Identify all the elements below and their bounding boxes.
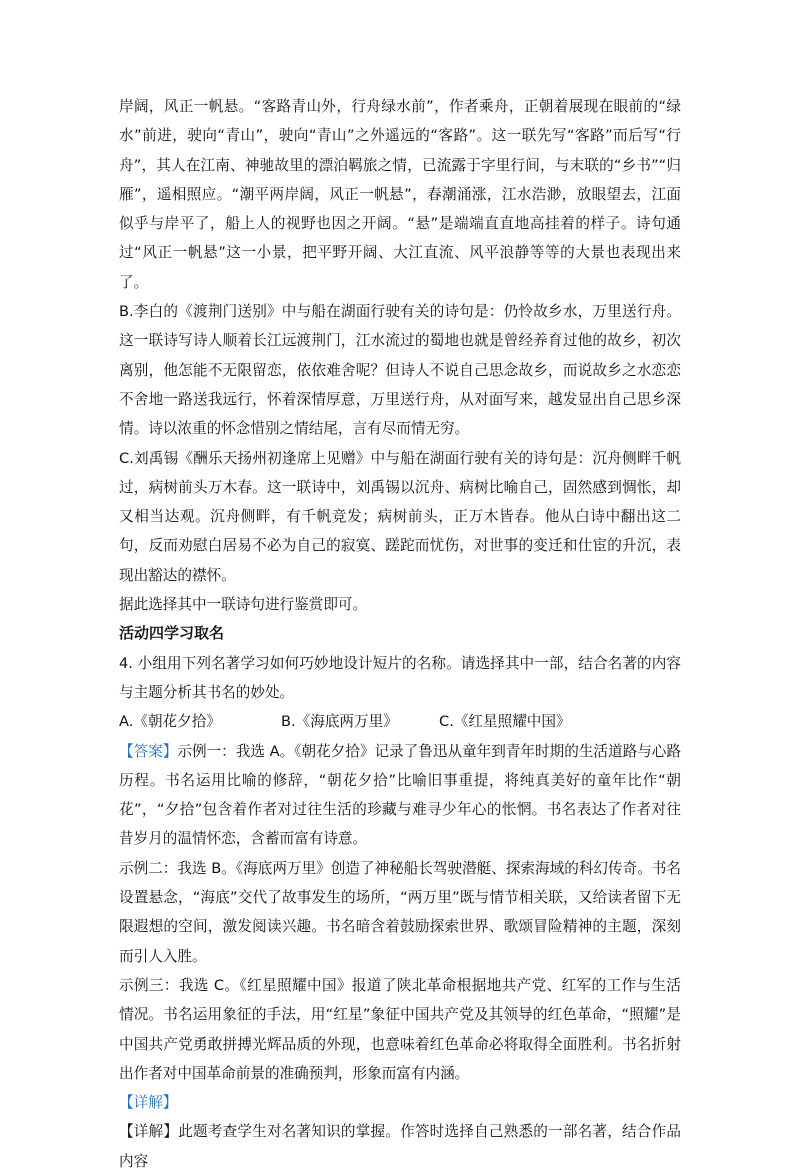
question-4: 4. 小组用下列名著学习如何巧妙地设计短片的名称。请选择其中一部，结合名著的内容与主题分析其书名的妙处。: [119, 654, 681, 701]
detail-tag: 【详解】: [119, 1094, 178, 1112]
answer-example-2: 示例二：我选 B。《海底两万里》创造了神秘船长驾驶潜艇、探索海域的科幻传奇。书名设置悬念，“海底”交代了故事发生的场所，“两万里”既与情节相关联，又给读者留下无限遐想的空间，激发阅读兴趣。书名暗含着鼓励探索世界、歌颂冒险精神的主题，深刻而引人入胜。: [119, 859, 681, 965]
option-c: C.《红星照耀中国》: [439, 713, 571, 731]
detail-block: [119, 1117, 681, 1176]
answer-tag: 【答案】: [119, 742, 178, 760]
paragraph-conclusion: 据此选择其中一联诗句进行鉴赏即可。: [119, 596, 368, 614]
paragraph-analysis-a: 岸阔，风正一帆悬。“客路青山外，行舟绿水前”，作者乘舟，正朝着展现在眼前的“绿水”前进，驶向“青山”，驶向“青山”之外遥远的“客路”。这一联先写“客路”而后写“行舟”，其人在江南、神驰故里的漂泊羁旅之情，已流露于字里行间，与末联的“乡书”“归雁”，遥相照应。“潮平两岸阔，风正一帆悬”，春潮涌涨，江水浩渺，放眼望去，江面似乎与岸平了，船上人的视野也因之开阔。“悬”是端端直直地高挂着的样子。诗句通过“风正一帆悬”这一小景，把平野开阔、大江直流、风平浪静等等的大景也表现出来了。: [119, 98, 681, 291]
options-row: [119, 707, 681, 736]
answer-block: [119, 737, 681, 854]
option-b: B.《海底两万里》: [281, 713, 398, 731]
paragraph-analysis-c: C.刘禹锡《酬乐天扬州初逢席上见赠》中与船在湖面行驶有关的诗句是：沉舟侧畔千帆过，病树前头万木春。这一联诗中，刘禹锡以沉舟、病树比喻自己，固然感到惆怅，却又相当达观。沉舟侧畔，有千帆竞发；病树前头，正万木皆春。他从白诗中翻出这二句，反而劝慰白居易不必为自己的寂寞、蹉跎而忧伤，对世事的变迁和仕宦的升沉，表现出豁达的襟怀。: [119, 449, 681, 584]
option-a: A.《朝花夕拾》: [119, 713, 221, 731]
answer-example-1: 示例一：我选 A。《朝花夕拾》记录了鲁迅从童年到青年时期的生活道路与心路历程。书名运用比喻的修辞，“朝花夕拾”比喻旧事重提，将纯真美好的童年比作“朝花”，“夕拾”包含着作者对过往生活的珍藏与难寻少年心的怅惘。书名表达了作者对往昔岁月的温情怀恋，含蓄而富有诗意。: [119, 742, 681, 848]
document-page: [119, 92, 681, 1176]
detail-heading: [119, 1088, 681, 1117]
section-heading: 活动四学习取名: [119, 624, 225, 643]
detail-text: 此题考查学生对名著知识的掌握。作答时选择自己熟悉的一部名著，结合作品内容: [119, 1123, 681, 1170]
detail-tag-2: 【详解】: [119, 1123, 179, 1141]
answer-example-3: 示例三：我选 C。《红星照耀中国》报道了陕北革命根据地共产党、红军的工作与生活情况。书名运用象征的手法，用“红星”象征中国共产党及其领导的红色革命，“照耀”是中国共产党勇敢拼搏光辉品质的外现，也意味着红色革命必将取得全面胜利。书名折射出作者对中国革命前景的准确预判，形象而富有内涵。: [119, 976, 681, 1082]
paragraph-analysis-b: B.李白的《渡荆门送别》中与船在湖面行驶有关的诗句是：仍怜故乡水，万里送行舟。这一联诗写诗人顺着长江远渡荆门，江水流过的蜀地也就是曾经养育过他的故乡，初次离别，他怎能不无限留恋，依依难舍呢？但诗人不说自己思念故乡，而说故乡之水恋恋不舍地一路送我远行，怀着深情厚意，万里送行舟，从对面写来，越发显出自己思乡深情。诗以浓重的怀念惜别之情结尾，言有尽而情无穷。: [119, 303, 681, 438]
